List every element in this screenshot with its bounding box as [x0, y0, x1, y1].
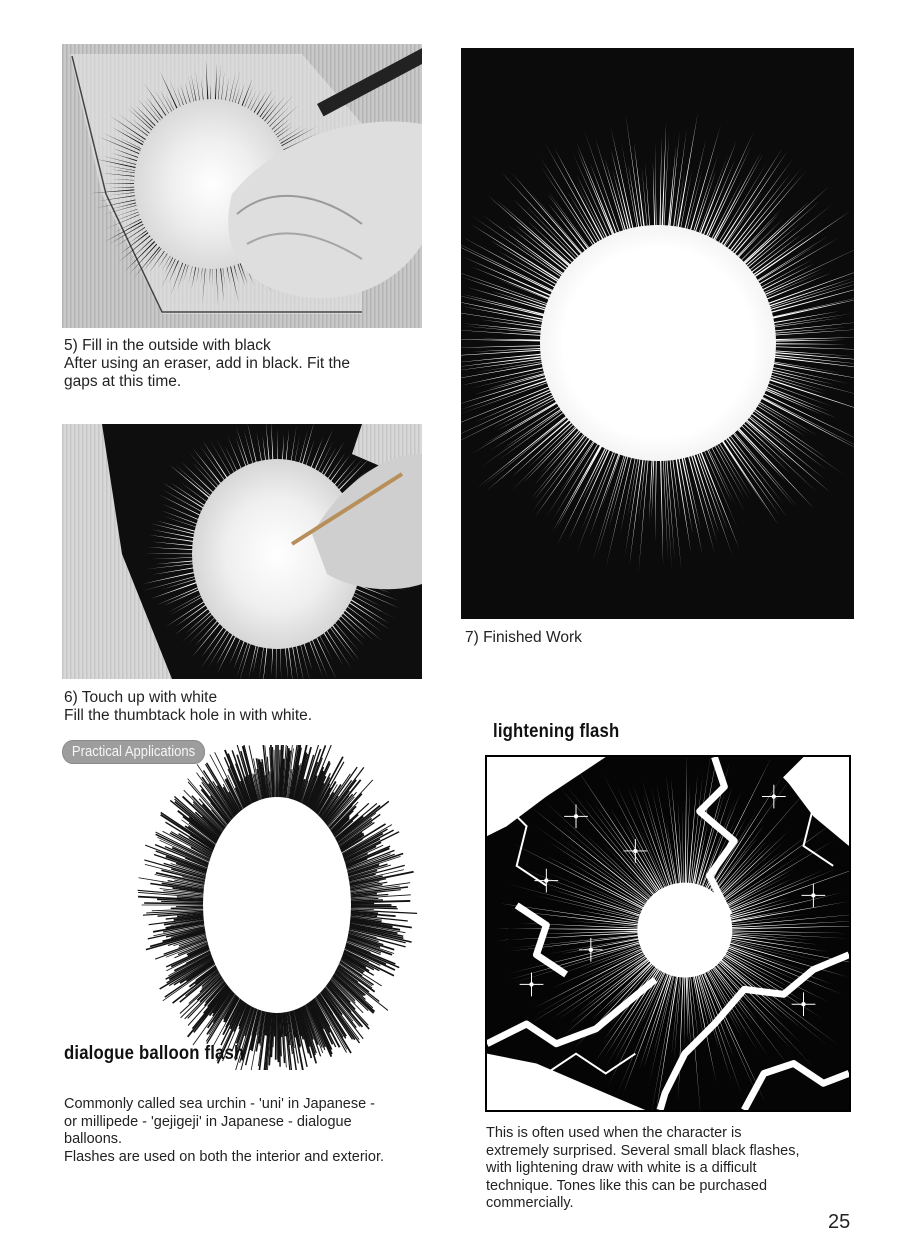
lightening-heading: lightening flash: [493, 721, 620, 742]
lightening-flash-panel: [485, 755, 851, 1112]
caption-step-5: [64, 337, 444, 391]
dialogue-line-2: or millipede - 'gejigeji' in Japanese - dialogue: [64, 1113, 352, 1130]
step-6-line-1: Fill the thumbtack hole in with white.: [64, 707, 313, 724]
lightening-line-1: This is often used when the character is: [486, 1125, 742, 1141]
dialogue-balloon-flash: [135, 745, 420, 1070]
step-7-title: 7) Finished Work: [465, 629, 582, 646]
caption-step-7: [465, 629, 845, 647]
dialogue-line-3: balloons.: [64, 1131, 123, 1147]
step-5-line-1: After using an eraser, add in black. Fit the: [64, 355, 351, 372]
step-5-title: 5) Fill in the outside with black: [64, 337, 271, 354]
step-5-line-2: gaps at this time.: [64, 373, 182, 390]
dialogue-line-1: Commonly called sea urchin - 'uni' in Japanese -: [64, 1096, 375, 1112]
dialogue-line-4: Flashes are used on both the interior and exterior.: [64, 1148, 384, 1165]
photo-fill-black: [62, 44, 422, 328]
lightening-description: [486, 1125, 856, 1213]
caption-step-6: [64, 689, 444, 725]
finished-work-flash: [461, 48, 854, 619]
photo-touch-up-white: [62, 424, 422, 679]
lightening-line-4: technique. Tones like this can be purchased: [486, 1177, 768, 1194]
page-number: 25: [828, 1211, 851, 1233]
lightening-line-5: commercially.: [486, 1195, 574, 1211]
practical-applications-badge: Practical Applications: [62, 740, 205, 764]
lightening-line-2: extremely surprised. Several small black flashes,: [486, 1142, 800, 1159]
dialogue-balloon-heading: dialogue balloon flash: [64, 1043, 245, 1064]
step-6-title: 6) Touch up with white: [64, 689, 218, 706]
dialogue-description: [64, 1096, 454, 1166]
lightening-line-3: with lightening draw with white is a difficult: [486, 1160, 757, 1176]
